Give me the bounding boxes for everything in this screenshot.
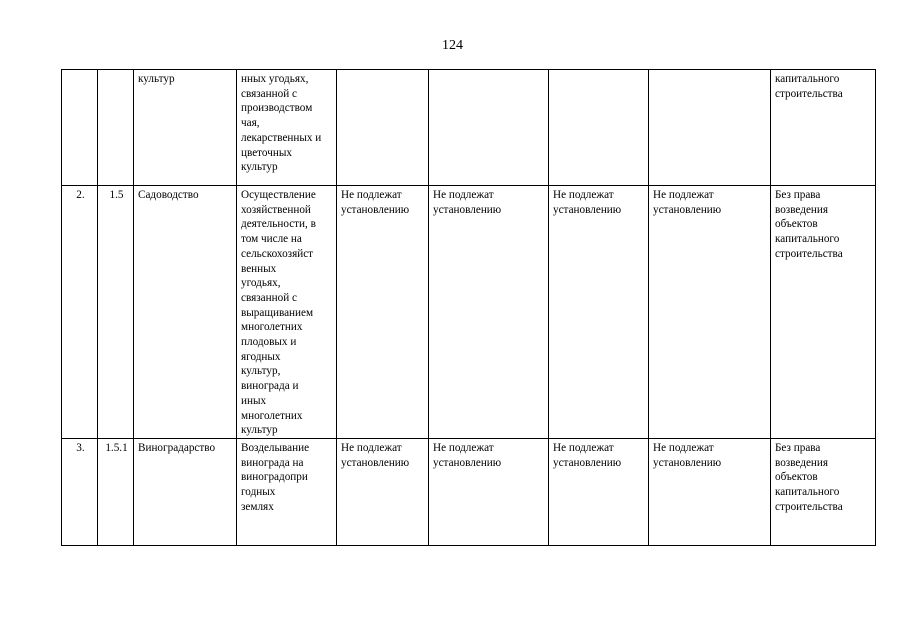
param-cell-4: Не подлежат установлению bbox=[649, 186, 771, 439]
use-name-cell: Виноградарство bbox=[134, 438, 237, 545]
use-name-cell: культур bbox=[134, 70, 237, 186]
restriction-cell: капитального строительства bbox=[771, 70, 876, 186]
row-number-cell bbox=[62, 70, 98, 186]
use-name-cell: Садоводство bbox=[134, 186, 237, 439]
param-cell-3: Не подлежат установлению bbox=[549, 438, 649, 545]
param-cell-4: Не подлежат установлению bbox=[649, 438, 771, 545]
param-cell-2: Не подлежат установлению bbox=[429, 186, 549, 439]
use-code-cell: 1.5 bbox=[98, 186, 134, 439]
page-number: 124 bbox=[442, 38, 463, 53]
param-cell-1 bbox=[337, 70, 429, 186]
table-row bbox=[62, 70, 876, 186]
land-use-table bbox=[61, 69, 876, 546]
param-cell-2: Не подлежат установлению bbox=[429, 438, 549, 545]
param-cell-3 bbox=[549, 70, 649, 186]
table-row bbox=[62, 186, 876, 439]
param-cell-3: Не подлежат установлению bbox=[549, 186, 649, 439]
param-cell-1: Не подлежат установлению bbox=[337, 186, 429, 439]
use-description-cell: нных угодьях, связанной с производством чая, лекарственных и цветочных культур bbox=[237, 70, 337, 186]
row-number-cell: 2. bbox=[62, 186, 98, 439]
param-cell-4 bbox=[649, 70, 771, 186]
restriction-cell: Без права возведения объектов капитального строительства bbox=[771, 438, 876, 545]
use-code-cell bbox=[98, 70, 134, 186]
param-cell-2 bbox=[429, 70, 549, 186]
use-description-cell: Возделывание винограда на виноградопри годных землях bbox=[237, 438, 337, 545]
use-code-cell: 1.5.1 bbox=[98, 438, 134, 545]
restriction-cell: Без права возведения объектов капитального строительства bbox=[771, 186, 876, 439]
use-description-cell: Осуществление хозяйственной деятельности, в том числе на сельскохозяйст венных угодьях, связанной с выращиванием многолетних плодовых и ягодных культур, винограда и иных многолетних культур bbox=[237, 186, 337, 439]
param-cell-1: Не подлежат установлению bbox=[337, 438, 429, 545]
table-row bbox=[62, 438, 876, 545]
row-number-cell: 3. bbox=[62, 438, 98, 545]
